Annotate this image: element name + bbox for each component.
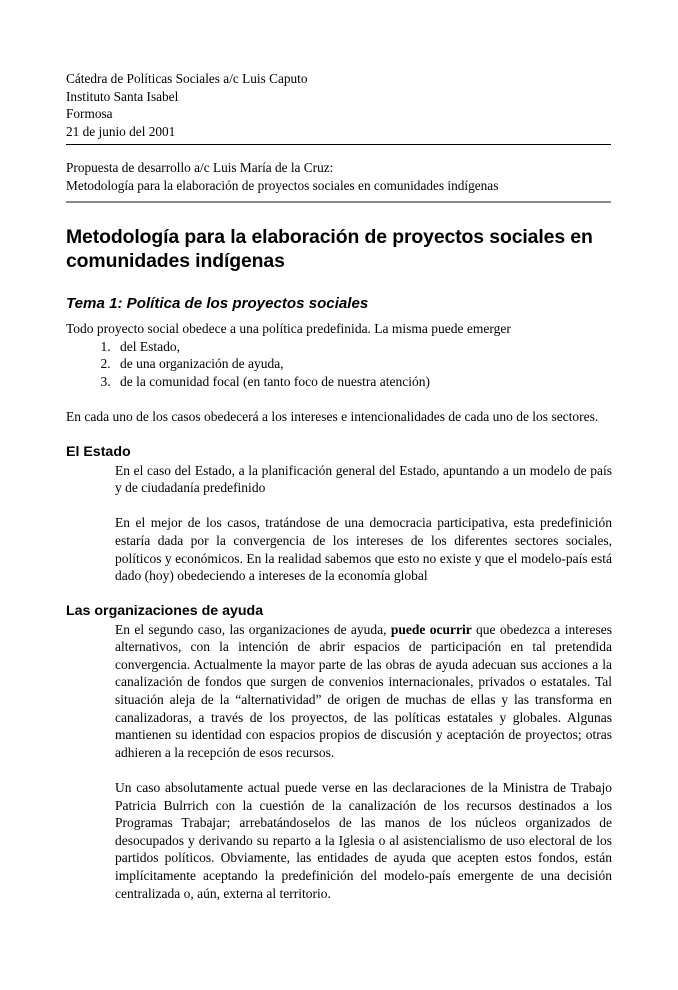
tema-after-list-paragraph: En cada uno de los casos obedecerá a los intereses e intencionalidades de cada uno de los sectores. xyxy=(66,408,599,424)
page-title: Metodología para la elaboración de proyectos sociales en comunidades indígenas xyxy=(66,225,593,273)
el-estado-paragraph-1: En el caso del Estado, a la planificación general del Estado, apuntando a un modelo de país y de ciudadanía predefinido xyxy=(115,462,612,496)
subheading-organizaciones-de-ayuda: Las organizaciones de ayuda xyxy=(66,602,264,619)
emphasis-puede-ocurrir: puede ocurrir xyxy=(390,621,472,637)
reference-block xyxy=(66,159,612,195)
letterhead-line-date: 21 de junio del 2001 xyxy=(66,123,176,139)
organizaciones-paragraph-2: Un caso absolutamente actual puede verse en las declaraciones de la Ministra de Trabajo Patricia Bulrrich con la cuestión de la canalización de los recursos destinados a los Programas Trabajar; arrebatándoselos de las manos de los núcleos organizados de desocupados y derivando su reparto a la Iglesia o al asistencialismo de uso electoral de los partidos políticos. Obviamente, las entidades de ayuda que acepten estos fondos, están implícitamente aceptando la predefinición del modelo-país emergente de una decisión centralizada o, aún, externa al territorio. xyxy=(115,780,612,901)
divider-top xyxy=(66,144,611,145)
tema-origin-list xyxy=(66,338,612,391)
list-item: 1. del Estado, xyxy=(114,338,612,356)
letterhead-line-school: Instituto Santa Isabel xyxy=(66,88,179,104)
section-heading-tema: Tema 1: Política de los proyectos sociales xyxy=(66,294,369,312)
letterhead-line-city: Formosa xyxy=(66,106,113,122)
reference-line-subject: Metodología para la elaboración de proyectos sociales en comunidades indígenas xyxy=(66,178,499,194)
letterhead-block xyxy=(66,70,612,140)
reference-line-author: Propuesta de desarrollo a/c Luis María de la Cruz: xyxy=(66,160,334,176)
paragraph-text-part-b: que obedezca a intereses alternativos, con la intención de abrir espacios de participación en tal pretendida convergencia. Actualmente la mayor parte de las obras de ayuda adecuan sus acciones a la canalización de fondos que surgen de convenios internacionales, privados o estatales. Tal situación aleja de la “alternatividad” de origen de muchas de ellas y las transforma en canalizadoras, a través de los proyectos, de las políticas estatales y globales. Algunas mantienen su identidad con espacios propios de discusión y aceptación de proyectos; otras adhieren a la recepción de esos recursos. xyxy=(115,621,612,760)
paragraph-text-part-a: En el segundo caso, las organizaciones de ayuda, xyxy=(115,621,391,637)
subheading-el-estado: El Estado xyxy=(66,443,131,460)
list-item: 3. de la comunidad focal (en tanto foco de nuestra atención) xyxy=(114,373,612,391)
divider-second xyxy=(66,201,611,203)
el-estado-paragraph-2: En el mejor de los casos, tratándose de una democracia participativa, esta predefinición estaría dada por la convergencia de los intereses de los diferentes sectores sociales, políticos y económicos. En la realidad sabemos que esto no existe y que el modelo-país está dado (hoy) obedeciendo a intereses de la economía global xyxy=(115,515,612,584)
list-item: 2. de una organización de ayuda, xyxy=(114,355,612,373)
tema-intro-paragraph: Todo proyecto social obedece a una política predefinida. La misma puede emerger xyxy=(66,320,511,336)
organizaciones-paragraph-1 xyxy=(115,621,612,762)
letterhead-line-institution: Cátedra de Políticas Sociales a/c Luis Caputo xyxy=(66,71,308,86)
